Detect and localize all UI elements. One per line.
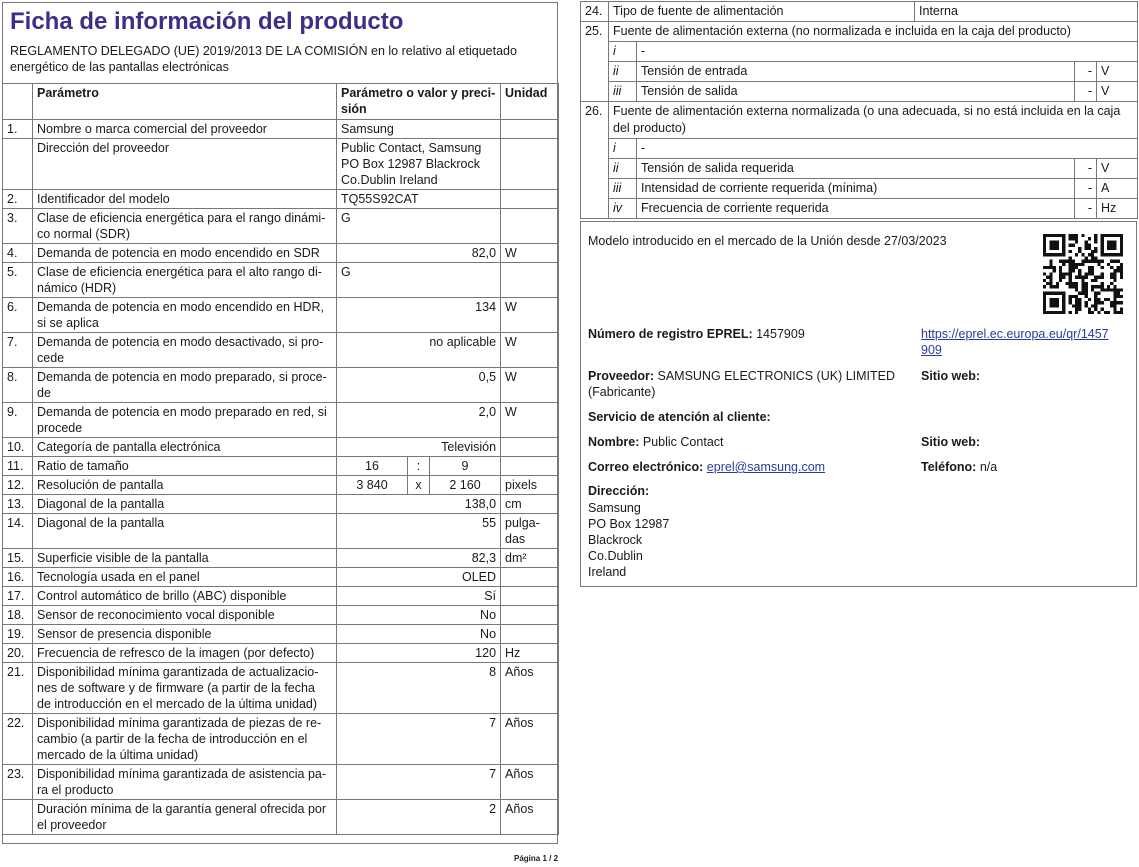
eprel-label: Número de registro EPREL:: [588, 327, 753, 341]
table-row: 7. Demanda de potencia en modo desactivado, si procede no aplicable W: [3, 333, 559, 368]
email-link[interactable]: eprel@samsung.com: [706, 460, 826, 474]
table-row: 24. Tipo de fuente de alimentación Interna: [581, 2, 1138, 22]
email-label: Correo electrónico:: [588, 460, 704, 474]
table-row: ii Tensión de entrada - V: [581, 62, 1138, 82]
table-row: 2. Identificador del modelo TQ55S92CAT: [3, 190, 559, 209]
table-row: 17. Control automático de brillo (ABC) disponible Sí: [3, 587, 559, 606]
name-label: Nombre:: [588, 435, 640, 449]
table-header-row: [3, 84, 559, 120]
table-row: 22. Disponibilidad mínima garantizada de piezas de recambio (a partir de la fecha de introducción en el mercado de la última unidad) 7 Años: [3, 714, 559, 765]
table-row: 5. Clase de eficiencia energética para el alto rango dinámico (HDR) G: [3, 263, 559, 298]
table-row: ii Tensión de salida requerida - V: [581, 159, 1138, 179]
phone-value: n/a: [979, 460, 998, 474]
table-row: iv Frecuencia de corriente requerida - Hz: [581, 199, 1138, 219]
header-param: Parámetro: [33, 84, 337, 120]
table-row: 1. Nombre o marca comercial del proveedor Samsung: [3, 120, 559, 139]
qr-code-icon[interactable]: [1043, 234, 1123, 314]
page-title: Ficha de información del producto: [10, 8, 404, 35]
eprel-link[interactable]: https://eprel.ec.europa.eu/qr/1457909: [921, 327, 1109, 357]
regulation-text: REGLAMENTO DELEGADO (UE) 2019/2013 DE LA COMISIÓN en lo relativo al etiquetado energético de las pantallas electrónicas: [10, 44, 517, 74]
market-intro-text: Modelo introducido en el mercado de la Unión desde 27/03/2023: [588, 234, 947, 248]
customer-service-label: Servicio de atención al cliente:: [588, 410, 771, 424]
table-row: 3. Clase de eficiencia energética para el rango dinámico normal (SDR) G: [3, 209, 559, 244]
parameters-table: [2, 83, 559, 835]
table-row: 23. Disponibilidad mínima garantizada de asistencia para el producto 7 Años: [3, 765, 559, 800]
address-line: Samsung: [588, 501, 641, 515]
eprel-number: 1457909: [756, 327, 805, 341]
table-row: 8. Demanda de potencia en modo preparado, si procede 0,5 W: [3, 368, 559, 403]
name-value: Public Contact: [642, 435, 724, 449]
table-row: 15. Superficie visible de la pantalla 82,3 dm²: [3, 549, 559, 568]
address-line: Blackrock: [588, 533, 643, 547]
table-row: Duración mínima de la garantía general ofrecida por el proveedor 2 Años: [3, 800, 559, 835]
table-row: Dirección del proveedor Public Contact, Samsung PO Box 12987 Blackrock Co.Dublin Ireland: [3, 139, 559, 190]
table-row: i -: [581, 42, 1138, 62]
table-row: 6. Demanda de potencia en modo encendido en HDR, si se aplica 134 W: [3, 298, 559, 333]
power-supply-table: [580, 1, 1138, 219]
address-line: Ireland: [588, 565, 627, 579]
eprel-info-box: [580, 221, 1137, 587]
table-row: 12. Resolución de pantalla 3 840 x 2 160 pixels: [3, 476, 559, 495]
table-row: 13. Diagonal de la pantalla 138,0 cm: [3, 495, 559, 514]
table-row: 11. Ratio de tamaño 16 : 9: [3, 457, 559, 476]
address-block: [588, 500, 669, 580]
table-row: 26. Fuente de alimentación externa normalizada (o una adecuada, si no está incluida en la caja del producto): [581, 102, 1138, 139]
address-label: Dirección:: [588, 484, 650, 498]
supplier-label: Proveedor:: [588, 369, 654, 383]
table-row: 14. Diagonal de la pantalla 55 pulgadas: [3, 514, 559, 549]
table-row: i -: [581, 139, 1138, 159]
table-row: 4. Demanda de potencia en modo encendido en SDR 82,0 W: [3, 244, 559, 263]
phone-label: Teléfono:: [921, 460, 977, 474]
product-info-sheet: [2, 2, 558, 844]
website-label: Sitio web:: [921, 369, 981, 383]
table-row: 10. Categoría de pantalla electrónica Televisión: [3, 438, 559, 457]
header-unit: Unidad: [501, 84, 559, 120]
header-value: Parámetro o valor y precisión: [337, 84, 501, 120]
table-row: 16. Tecnología usada en el panel OLED: [3, 568, 559, 587]
table-row: iii Tensión de salida - V: [581, 82, 1138, 102]
table-row: iii Intensidad de corriente requerida (mínima) - A: [581, 179, 1138, 199]
table-row: 19. Sensor de presencia disponible No: [3, 625, 559, 644]
website-label-2: Sitio web:: [921, 435, 981, 449]
address-line: Co.Dublin: [588, 549, 643, 563]
supplier-value: SAMSUNG ELECTRONICS (UK) LIMITED (Fabricante): [588, 369, 896, 399]
table-row: 18. Sensor de reconocimiento vocal disponible No: [3, 606, 559, 625]
table-row: 25. Fuente de alimentación externa (no normalizada e incluida en la caja del producto): [581, 22, 1138, 42]
table-row: 20. Frecuencia de refresco de la imagen (por defecto) 120 Hz: [3, 644, 559, 663]
address-line: PO Box 12987: [588, 517, 670, 531]
page-number: Página 1 / 2: [514, 854, 559, 863]
table-row: 21. Disponibilidad mínima garantizada de actualizaciones de software y de firmware (a partir de la fecha de introducción en el mercado de la última unidad) 8 Años: [3, 663, 559, 714]
table-row: 9. Demanda de potencia en modo preparado en red, si procede 2,0 W: [3, 403, 559, 438]
